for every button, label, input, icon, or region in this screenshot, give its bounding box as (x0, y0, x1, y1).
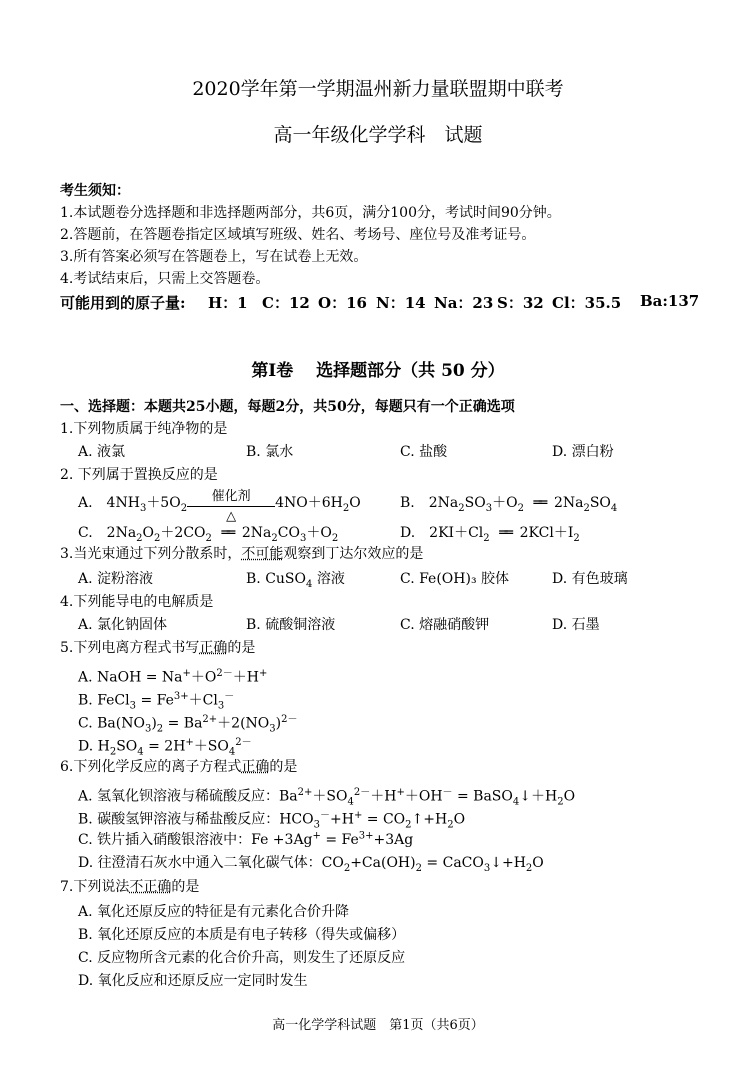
question-7-stem: 7.下列说法不正确的是 (60, 879, 200, 895)
notice-item: 1.本试题卷分选择题和非选择题两部分，共6页，满分100分，考试时间90分钟。 (60, 205, 561, 221)
q1-option-d: D. 漂白粉 (552, 444, 614, 460)
atomic-mass: N：14 (376, 294, 426, 312)
q2-option-b: B. $2Na_2SO_3+O_2$ ══ $2Na_2SO_4$ (400, 495, 618, 514)
atomic-mass: H：1 (208, 294, 248, 312)
emphasis: 正确 (241, 759, 270, 775)
question-2-stem: 2. 下列属于置换反应的是 (60, 467, 218, 483)
q4-option-d: D. 石墨 (552, 617, 600, 633)
question-3-stem: 3.当光束通过下列分散系时，不可能观察到丁达尔效应的是 (60, 546, 424, 562)
q5-option-c: C. $Ba(NO_3)_2 = Ba^{2+}+2(NO_3)^{2-}$ (78, 714, 298, 735)
atomic-mass: Cl：35.5 (552, 294, 622, 312)
q7-option-b: B. 氧化还原反应的本质是有电子转移（得失或偏移） (78, 927, 406, 943)
question-5-stem: 5.下列电离方程式书写正确的是 (60, 640, 256, 656)
question-6-stem: 6.下列化学反应的离子方程式正确的是 (60, 759, 298, 775)
section-title: 第Ⅰ卷 选择题部分（共 50 分） (251, 361, 505, 381)
q7-option-c: C. 反应物所含元素的化合价升高，则发生了还原反应 (78, 950, 406, 966)
q6-option-b: B. 碳酸氢钾溶液与稀盐酸反应：$HCO_3^-+H^+$ = $CO_2↑+H_2O$ (78, 810, 466, 831)
page-footer: 高一化学学科试题 第1页（共6页） (272, 1018, 484, 1033)
catalyst-label: 催化剂 (211, 489, 251, 504)
q5-option-a: A. NaOH = $Na^++O^{2-}+H^+$ (78, 668, 268, 686)
q6-option-c: C. 铁片插入硝酸银溶液中：$Fe +3Ag^+ = Fe^{3+}+3Ag$ (78, 830, 414, 848)
q1-option-a: A. 液氯 (78, 444, 126, 460)
emphasis: 不可能 (241, 546, 284, 562)
atomic-mass-label: 可能用到的原子量: (60, 294, 186, 312)
q3-option-a: A. 淀粉溶液 (78, 571, 154, 587)
notice-item: 2.答题前，在答题卷指定区域填写班级、姓名、考场号、座位号及准考证号。 (60, 227, 536, 243)
atomic-mass: S：32 (497, 294, 544, 312)
q6-option-a: A. 氢氧化钡溶液与稀硫酸反应：$Ba^{2+}+SO_4^{2-}+H^++OH^-$ = $BaSO_4↓+H_2O$ (78, 787, 576, 808)
q3-option-b: B. CuSO$_4$ 溶液 (246, 571, 345, 590)
notice-item: 3.所有答案必须写在答题卷上，写在试卷上无效。 (60, 249, 368, 265)
catalyst-arrow (187, 489, 275, 524)
q3-option-c: C. Fe(OH)₃ 胶体 (400, 571, 510, 587)
q2-option-d: D. $2KI+Cl_2$ ══ $2KCl+I_2$ (400, 525, 580, 544)
atomic-mass: Na：23 (434, 294, 494, 312)
q7-option-a: A. 氧化还原反应的特征是有元素化合价升降 (78, 904, 350, 920)
q7-option-d: D. 氧化反应和还原反应一定同时发生 (78, 973, 308, 989)
q4-option-c: C. 熔融硝酸钾 (400, 617, 490, 633)
exam-subtitle: 高一年级化学学科 试题 (273, 124, 483, 146)
q6-option-d: D. 往澄清石灰水中通入二氧化碳气体：$CO_2+Ca(OH)_2$ = $CaCO_3↓+H_2O$ (78, 855, 544, 874)
q1-option-c: C. 盐酸 (400, 444, 448, 460)
exam-title: 2020学年第一学期温州新力量联盟期中联考 (192, 78, 564, 100)
q3-option-d: D. 有色玻璃 (552, 571, 628, 587)
notice-heading: 考生须知： (60, 183, 130, 199)
question-1-stem: 1.下列物质属于纯净物的是 (60, 421, 228, 437)
q2-option-a: A. $4NH_3+5O_2$ 催化剂 △ $4NO+6H_2O$ (78, 492, 361, 514)
q1-option-b: B. 氯水 (246, 444, 294, 460)
q4-option-b: B. 硫酸铜溶液 (246, 617, 336, 633)
atomic-mass: O：16 (318, 294, 367, 312)
emphasis: 不正确 (129, 879, 172, 895)
q2-option-c: C. $2Na_2O_2+2CO_2$ ══ $2Na_2CO_3+O_2$ (78, 525, 339, 544)
atomic-mass: C：12 (262, 294, 310, 312)
atomic-mass: Ba:137 (640, 292, 700, 310)
q5-option-d: D. $H_2SO_4 = 2H^++SO_4^{2-}$ (78, 737, 252, 758)
q5-option-b: B. FeCl$_3$ = $Fe^{3+}+Cl_3^-$ (78, 691, 235, 712)
q4-option-a: A. 氯化钠固体 (78, 617, 168, 633)
heat-symbol: △ (226, 509, 237, 524)
section-instruction: 一、选择题：本题共25小题，每题2分，共50分，每题只有一个正确选项 (60, 399, 515, 415)
question-4-stem: 4.下列能导电的电解质是 (60, 594, 214, 610)
notice-item: 4.考试结束后，只需上交答题卷。 (60, 271, 270, 287)
emphasis: 正确 (199, 640, 228, 656)
